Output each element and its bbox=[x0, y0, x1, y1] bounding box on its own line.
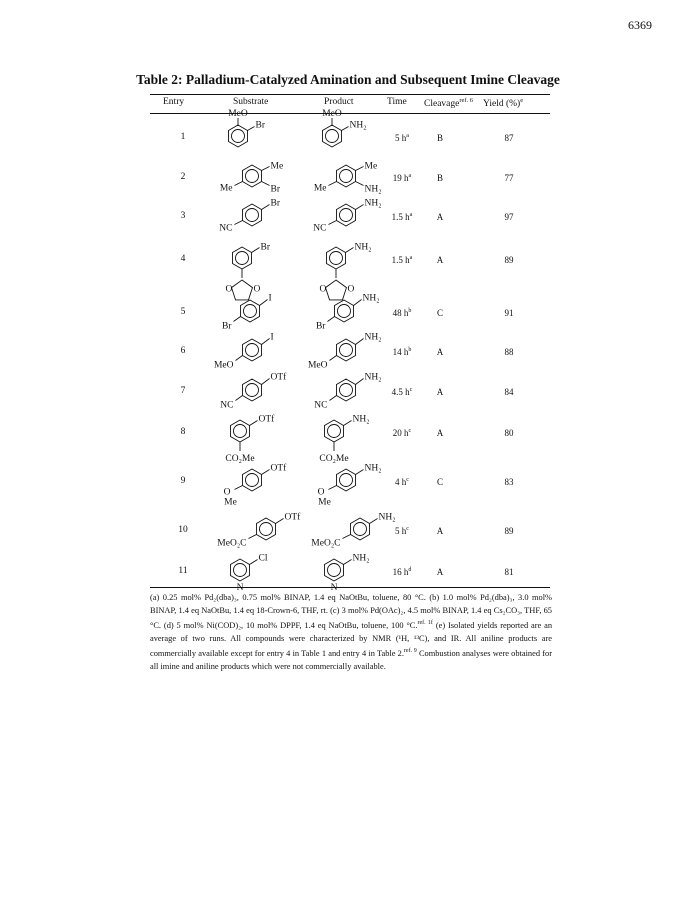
substituent-bond bbox=[234, 182, 242, 186]
substituent-bond bbox=[329, 396, 336, 401]
entry-number: 5 bbox=[180, 307, 186, 317]
substituent-bond bbox=[260, 300, 268, 306]
substituent-label: Br bbox=[270, 184, 281, 195]
aromatic-circle bbox=[246, 384, 259, 397]
substituent-bond bbox=[234, 486, 242, 490]
footnote-d: (d) 5 mol% Ni(COD)₂, 10 mol% DPPF, 1.4 eq NaOtBu, toluene, 100 °C. bbox=[163, 620, 418, 630]
yield-value: 91 bbox=[504, 308, 514, 318]
cleavage-method: C bbox=[436, 477, 443, 487]
reaction-time: 16 $h^d$ bbox=[392, 567, 412, 577]
table-title: Table 2: Palladium-Catalyzed Amination and Subsequent Imine Cleavage bbox=[136, 72, 560, 87]
cleavage-method: A bbox=[436, 347, 444, 357]
cleavage-method: A bbox=[436, 212, 444, 222]
aromatic-circle bbox=[340, 170, 353, 183]
substrate-structure bbox=[220, 413, 290, 464]
substituent-label: NH₂ bbox=[364, 332, 382, 343]
substituent-bond bbox=[248, 127, 255, 131]
entry-number: 7 bbox=[180, 386, 186, 396]
substituent-bond bbox=[342, 127, 349, 131]
aromatic-circle bbox=[340, 474, 353, 487]
product-structure bbox=[314, 193, 384, 235]
entry-number: 1 bbox=[180, 132, 186, 142]
substituent-label: N bbox=[330, 583, 338, 593]
product-structure bbox=[314, 413, 384, 464]
footnote-rest-ref: ref. 9 bbox=[403, 648, 417, 655]
substituent-bond bbox=[356, 182, 364, 186]
substrate-structure bbox=[220, 291, 290, 333]
product-structure bbox=[314, 550, 374, 594]
aromatic-circle bbox=[354, 523, 367, 536]
substituent-label: NH₂ bbox=[364, 184, 382, 195]
yield-value: 89 bbox=[504, 255, 514, 265]
entry-number: 4 bbox=[180, 254, 186, 264]
substituent-label: Br bbox=[255, 120, 266, 131]
substituent-label: NH₂ bbox=[378, 512, 396, 523]
substituent-bond bbox=[262, 167, 270, 171]
cleavage-method: B bbox=[436, 133, 443, 143]
substituent-label: OTf bbox=[270, 463, 287, 474]
product-structure bbox=[314, 368, 384, 410]
substituent-bond bbox=[233, 317, 240, 322]
substituent-bond bbox=[250, 421, 258, 426]
product-structure bbox=[311, 511, 396, 553]
substituent-label: O bbox=[223, 487, 231, 498]
cleavage-method: A bbox=[436, 387, 444, 397]
substrate-structure bbox=[220, 462, 290, 510]
entry-number: 9 bbox=[180, 476, 186, 486]
substituent-bond bbox=[329, 356, 336, 361]
substituent-bond bbox=[262, 182, 270, 186]
yield-value: 89 bbox=[504, 526, 514, 536]
reaction-time: 1.5 $h^a$ bbox=[391, 212, 413, 222]
methyl-label: Me bbox=[224, 497, 237, 508]
reaction-time: 14 $h^b$ bbox=[392, 347, 412, 357]
product-structure bbox=[314, 462, 384, 510]
substituent-label: NH₂ bbox=[352, 414, 370, 425]
footnote-e: (e) Isolated yields reported are an average of two runs. bbox=[150, 620, 553, 643]
aromatic-circle bbox=[234, 564, 247, 577]
substituent-label: NH₂ bbox=[354, 242, 372, 253]
aromatic-circle bbox=[246, 170, 259, 183]
footnote-rest: All compounds were characterized by NMR (¹H, ¹³C), and IR. All aniline products are commercially available except for entry 4 in Table 1 and entry 4 in Table 2. bbox=[150, 633, 552, 658]
substituent-bond bbox=[235, 396, 242, 401]
substituent-label: MeO bbox=[307, 360, 328, 371]
entry-number: 3 bbox=[180, 211, 186, 221]
substituent-bond bbox=[252, 248, 260, 253]
aromatic-circle bbox=[246, 209, 259, 222]
substituent-bond bbox=[262, 205, 270, 210]
aromatic-circle bbox=[340, 344, 353, 357]
substituent-label: MeO₂C bbox=[311, 538, 341, 549]
substituent-bond bbox=[328, 486, 336, 490]
header-product: Product bbox=[324, 97, 354, 107]
yield-value: 83 bbox=[504, 477, 514, 487]
aromatic-circle bbox=[232, 130, 245, 143]
reaction-time: 5 $h^c$ bbox=[395, 526, 409, 536]
cleavage-method: C bbox=[436, 308, 443, 318]
substituent-bond bbox=[344, 560, 352, 565]
yield-value: 80 bbox=[504, 428, 514, 438]
reaction-time: 20 $h^c$ bbox=[392, 428, 412, 438]
aromatic-circle bbox=[260, 523, 273, 536]
substituent-label: Me bbox=[270, 161, 284, 172]
substituent-label: I bbox=[268, 293, 272, 304]
substituent-label: Me bbox=[219, 183, 233, 194]
header-substrate: Substrate bbox=[233, 97, 269, 107]
reaction-time: 4 $h^c$ bbox=[395, 477, 409, 487]
footnote-tail: Combustion analyses were obtained for all imine and aniline products which were not commercially available. bbox=[150, 648, 552, 671]
substituent-bond bbox=[327, 317, 334, 322]
aromatic-circle bbox=[236, 252, 249, 265]
oxygen-label: O bbox=[319, 284, 327, 295]
substituent-bond bbox=[248, 535, 256, 539]
header-cleavage: Cleavage$^{ref. 6}$ bbox=[424, 97, 474, 110]
header-time: Time bbox=[387, 97, 407, 107]
cleavage-method: A bbox=[436, 255, 444, 265]
substituent-label: Br bbox=[315, 321, 326, 332]
reaction-time: 19 $h^a$ bbox=[392, 173, 412, 183]
product-structure bbox=[314, 108, 374, 150]
substituent-label: NH₂ bbox=[362, 293, 380, 304]
substituent-label: CO₂Me bbox=[225, 454, 255, 464]
substrate-structure bbox=[220, 193, 290, 235]
substituent-label: NC bbox=[219, 223, 233, 234]
reaction-time: 48 $h^b$ bbox=[392, 308, 412, 318]
substituent-label: Br bbox=[270, 198, 281, 209]
footnote-a: (a) 0.25 mol% Pd₂(dba)₃, 0.75 mol% BINAP, 1.4 eq NaOtBu, toluene, 80 °C. bbox=[150, 593, 426, 602]
substituent-bond bbox=[356, 379, 364, 385]
aromatic-circle bbox=[330, 252, 343, 265]
cleavage-method: A bbox=[436, 567, 444, 577]
substituent-bond bbox=[234, 221, 242, 225]
aromatic-circle bbox=[234, 425, 247, 438]
substituent-label: NC bbox=[220, 400, 234, 411]
substituent-label: OTf bbox=[258, 414, 275, 425]
substrate-structure bbox=[220, 156, 290, 198]
yield-value: 97 bbox=[504, 212, 514, 222]
oxygen-label: O bbox=[347, 284, 355, 295]
substituent-label: MeO bbox=[228, 109, 248, 119]
substituent-bond bbox=[262, 339, 270, 345]
yield-value: 84 bbox=[504, 387, 514, 397]
substituent-label: Br bbox=[260, 242, 271, 253]
substituent-label: Me bbox=[313, 183, 327, 194]
aromatic-circle bbox=[326, 130, 339, 143]
table-footnotes bbox=[150, 592, 552, 673]
substituent-label: Me bbox=[364, 161, 378, 172]
cleavage-method: A bbox=[436, 428, 444, 438]
aromatic-circle bbox=[328, 425, 341, 438]
substrate-structure bbox=[213, 330, 290, 372]
aromatic-circle bbox=[328, 564, 341, 577]
reaction-time: 5 $h^a$ bbox=[395, 133, 409, 143]
substituent-bond bbox=[262, 470, 270, 475]
substituent-bond bbox=[354, 300, 362, 306]
substituent-label: MeO₂C bbox=[217, 538, 247, 549]
substituent-bond bbox=[328, 182, 336, 186]
footnote-b: (b) 1.0 mol% Pd₂(dba)₃, 3.0 mol% BINAP, 1.4 eq NaOtBu, 1.4 eq 18-Crown-6, THF, rt. bbox=[150, 593, 553, 615]
aromatic-circle bbox=[244, 305, 257, 318]
product-structure bbox=[314, 291, 384, 333]
substituent-bond bbox=[356, 339, 364, 345]
entry-number: 10 bbox=[178, 525, 188, 535]
substituent-bond bbox=[235, 356, 242, 361]
entry-number: 11 bbox=[178, 566, 188, 576]
oxygen-label: O bbox=[225, 284, 233, 295]
substituent-bond bbox=[250, 560, 258, 565]
footnote-c: (c) 3 mol% Pd(OAc)₂, 4.5 mol% BINAP, 1.4 eq Cs₂CO₃, THF, 65 °C. bbox=[150, 605, 552, 630]
yield-value: 88 bbox=[504, 347, 514, 357]
substituent-bond bbox=[346, 248, 354, 253]
header-yield: Yield (%)$^e$ bbox=[483, 97, 524, 110]
substituent-bond bbox=[370, 519, 378, 524]
substituent-label: I bbox=[270, 332, 274, 343]
substituent-bond bbox=[328, 221, 336, 225]
substituent-label: NH₂ bbox=[364, 372, 382, 383]
product-structure bbox=[307, 330, 384, 372]
aromatic-circle bbox=[340, 209, 353, 222]
reaction-time: 1.5 $h^a$ bbox=[391, 255, 413, 265]
product-structure bbox=[314, 156, 384, 198]
substituent-bond bbox=[356, 470, 364, 475]
entry-number: 2 bbox=[180, 172, 186, 182]
substituent-label: MeO bbox=[322, 109, 342, 119]
substituent-bond bbox=[276, 519, 284, 524]
aromatic-circle bbox=[340, 384, 353, 397]
aromatic-circle bbox=[246, 474, 259, 487]
substituent-label: O bbox=[317, 487, 325, 498]
aromatic-circle bbox=[246, 344, 259, 357]
substituent-label: NH₂ bbox=[349, 120, 367, 131]
substituent-bond bbox=[262, 379, 270, 385]
substrate-structure bbox=[217, 511, 301, 553]
methyl-label: Me bbox=[318, 497, 331, 508]
footnote-d-ref: ref. 1f bbox=[417, 620, 433, 627]
entry-number: 6 bbox=[180, 346, 186, 356]
yield-value: 81 bbox=[504, 567, 514, 577]
table-top-rule bbox=[150, 94, 550, 95]
header-entry: Entry bbox=[163, 97, 185, 107]
cleavage-method: B bbox=[436, 173, 443, 183]
substituent-label: NH₂ bbox=[364, 463, 382, 474]
substituent-label: NC bbox=[313, 223, 327, 234]
substituent-label: MeO bbox=[213, 360, 234, 371]
substrate-structure bbox=[220, 108, 280, 150]
substituent-bond bbox=[356, 205, 364, 210]
entry-number: 8 bbox=[180, 427, 186, 437]
substituent-bond bbox=[342, 535, 350, 539]
yield-value: 87 bbox=[504, 133, 514, 143]
substrate-structure bbox=[220, 368, 290, 410]
cleavage-method: A bbox=[436, 526, 444, 536]
substituent-label: OTf bbox=[270, 372, 287, 383]
yield-value: 77 bbox=[504, 173, 514, 183]
substituent-bond bbox=[356, 167, 364, 171]
substituent-label: N bbox=[236, 583, 244, 593]
page-number: 6369 bbox=[628, 18, 652, 32]
substituent-label: NH₂ bbox=[364, 198, 382, 209]
substituent-label: OTf bbox=[284, 512, 301, 523]
substituent-label: Br bbox=[221, 321, 232, 332]
substituent-label: NC bbox=[314, 400, 328, 411]
reaction-time: 4.5 $h^c$ bbox=[391, 387, 413, 397]
substituent-label: NH₂ bbox=[352, 553, 370, 564]
oxygen-label: O bbox=[253, 284, 261, 295]
substituent-label: Cl bbox=[258, 553, 268, 564]
substituent-label: CO₂Me bbox=[319, 454, 349, 464]
aromatic-circle bbox=[338, 305, 351, 318]
substrate-structure bbox=[220, 550, 280, 594]
substituent-bond bbox=[344, 421, 352, 426]
